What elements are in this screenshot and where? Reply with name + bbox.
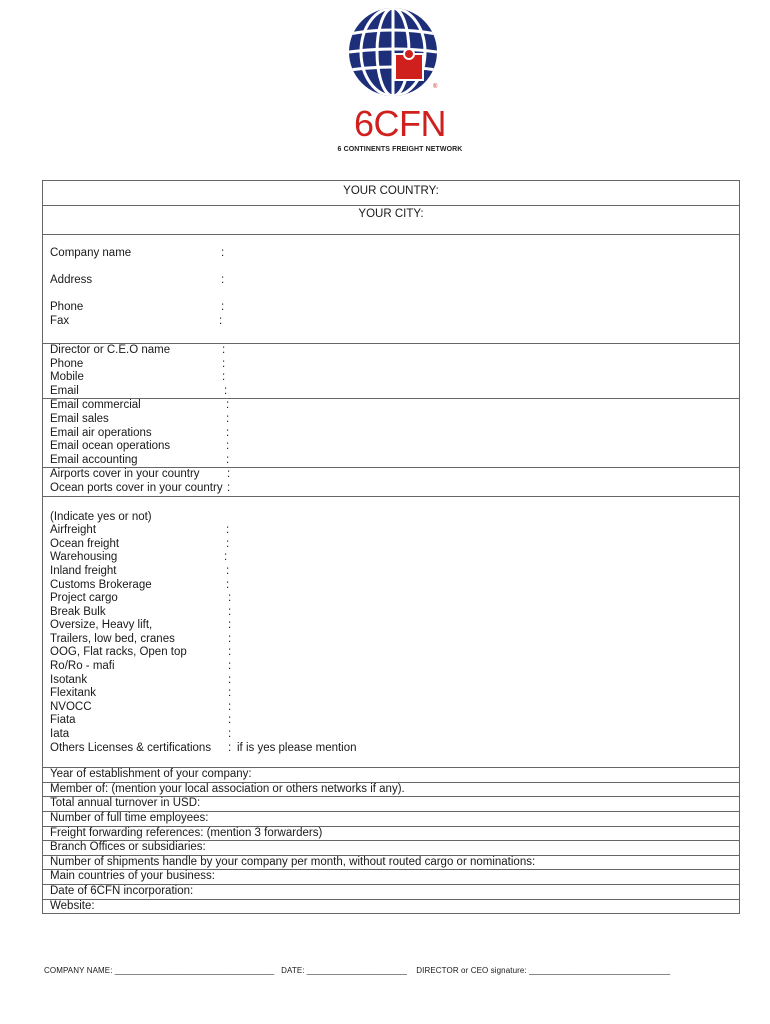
- email-commercial-row[interactable]: Email commercial :: [50, 399, 230, 412]
- email-air-row[interactable]: Email air operations :: [50, 426, 230, 439]
- service-inland-freight[interactable]: Inland freight :: [50, 564, 230, 577]
- service-project-cargo[interactable]: Project cargo :: [50, 592, 232, 605]
- director-phone-row[interactable]: Phone :: [50, 357, 226, 370]
- detail-website[interactable]: Website:: [50, 899, 95, 912]
- brand-tagline: 6 CONTINENTS FREIGHT NETWORK: [337, 146, 463, 153]
- detail-member-of[interactable]: Member of: (mention your local association or others networks if any).: [43, 783, 739, 798]
- email-accounting-row[interactable]: Email accounting :: [50, 453, 230, 466]
- service-nvocc[interactable]: NVOCC :: [50, 700, 232, 713]
- city-field[interactable]: YOUR CITY:: [43, 206, 739, 235]
- service-roro[interactable]: Ro/Ro - mafi :: [50, 660, 232, 673]
- footer-company-label: COMPANY NAME:: [44, 966, 113, 975]
- detail-main-countries[interactable]: Main countries of your business:: [43, 870, 739, 885]
- company-section: Company name : Address : Phone : Fax :: [43, 235, 739, 344]
- mobile-row[interactable]: Mobile :: [50, 371, 226, 384]
- detail-incorporation-date[interactable]: Date of 6CFN incorporation:: [43, 885, 739, 900]
- service-oog[interactable]: OOG, Flat racks, Open top :: [50, 646, 232, 659]
- svg-text:®: ®: [433, 84, 438, 90]
- service-fiata[interactable]: Fiata :: [50, 714, 232, 727]
- detail-turnover[interactable]: Total annual turnover in USD:: [43, 797, 739, 812]
- email-sales-row[interactable]: Email sales :: [50, 412, 230, 425]
- service-oversize[interactable]: Oversize, Heavy lift, :: [50, 619, 232, 632]
- footer-signature-line[interactable]: _______________________________: [529, 966, 671, 975]
- footer-date-line[interactable]: ______________________: [306, 966, 407, 975]
- signature-footer: [44, 966, 670, 975]
- service-ocean-freight[interactable]: Ocean freight :: [50, 537, 230, 550]
- footer-company-line[interactable]: ___________________________________: [114, 966, 275, 975]
- service-isotank[interactable]: Isotank :: [50, 673, 232, 686]
- director-row[interactable]: Director or C.E.O name :: [50, 344, 226, 356]
- detail-shipments[interactable]: Number of shipments handle by your company per month, without routed cargo or nominations:: [43, 856, 739, 871]
- services-section: [43, 497, 739, 769]
- email-row[interactable]: Email :: [50, 384, 228, 397]
- ocean-ports-row[interactable]: Ocean ports cover in your country :: [50, 481, 231, 494]
- contacts-section: [43, 344, 739, 399]
- service-warehousing[interactable]: Warehousing :: [50, 551, 228, 564]
- service-iata[interactable]: Iata :: [50, 728, 232, 741]
- airports-row[interactable]: Airports cover in your country :: [50, 468, 231, 481]
- services-intro: (Indicate yes or not): [50, 510, 152, 523]
- service-other-licenses[interactable]: Others Licenses & certifications : if is yes please mention: [50, 741, 357, 754]
- detail-branches[interactable]: Branch Offices or subsidiaries:: [43, 841, 739, 856]
- detail-employees[interactable]: Number of full time employees:: [43, 812, 739, 827]
- brand-name: 6CFN: [353, 103, 446, 144]
- service-airfreight[interactable]: Airfreight :: [50, 524, 230, 537]
- service-trailers[interactable]: Trailers, low bed, cranes :: [50, 632, 232, 645]
- email-ocean-row[interactable]: Email ocean operations :: [50, 440, 230, 453]
- detail-year[interactable]: Year of establishment of your company:: [43, 768, 739, 783]
- service-break-bulk[interactable]: Break Bulk :: [50, 605, 232, 618]
- country-field[interactable]: YOUR COUNTRY:: [43, 181, 739, 206]
- membership-form: [42, 180, 740, 914]
- ports-section: [43, 468, 739, 496]
- detail-references[interactable]: Freight forwarding references: (mention 3 forwarders): [43, 827, 739, 842]
- emails-section: [43, 399, 739, 468]
- service-flexitank[interactable]: Flexitank :: [50, 687, 232, 700]
- globe-puzzle-icon: [345, 4, 445, 104]
- footer-signature-label: DIRECTOR or CEO signature:: [416, 966, 527, 975]
- service-customs[interactable]: Customs Brokerage :: [50, 578, 230, 591]
- footer-date-label: DATE:: [281, 966, 305, 975]
